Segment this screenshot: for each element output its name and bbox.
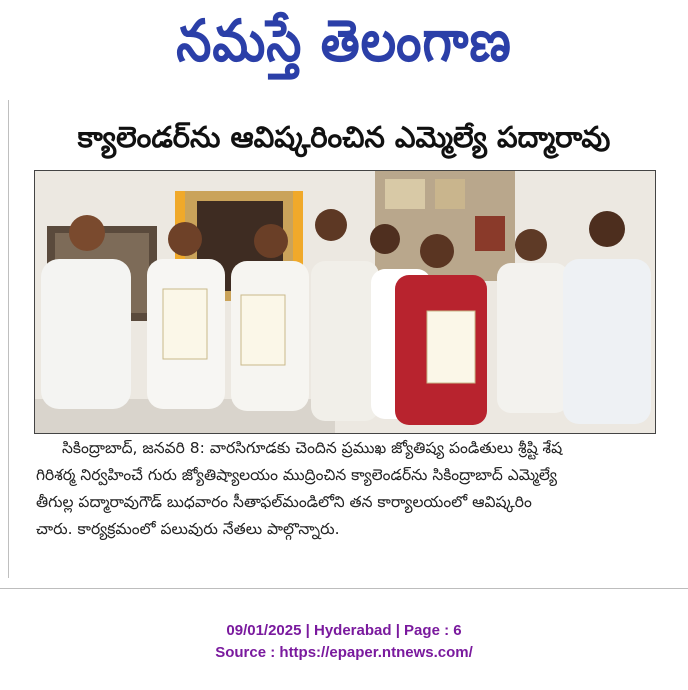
source-link[interactable]: Source : https://epaper.ntnews.com/ [215, 644, 473, 661]
article-body [36, 435, 656, 543]
article-line: తీగుల్ల పద్మారావుగౌడ్‌ బుధవారం సీతాఫల్‌మండిలోని తన కార్యాలయంలో ఆవిష్కరిం [36, 493, 532, 511]
publication-footer [0, 620, 688, 664]
newspaper-masthead [0, 2, 688, 80]
article-headline: క్యాలెండర్‌ను ఆవిష్కరించిన ఎమ్మెల్యే పద్మారావు [77, 120, 611, 154]
article-line: గిరిశర్మ నిర్వహించే గురు జ్యోతిష్యాలయం ముద్రించిన క్యాలెండర్‌ను సికింద్రాబాద్‌ ఎమ్మెల్యే [36, 466, 557, 484]
article-line: చారు. కార్యక్రమంలో పలువురు నేతలు పాల్గొన్నారు. [36, 520, 340, 538]
edition-info: 09/01/2025 | Hyderabad | Page : 6 [226, 622, 462, 639]
masthead-title: నమస్తే తెలంగాణ [176, 7, 512, 75]
clipping-divider [0, 588, 688, 589]
news-photo [34, 170, 656, 434]
article-line: సికింద్రాబాద్‌, జనవరి 8: వారసిగూడకు చెందిన ప్రముఖ జ్యోతిష్య పండితులు శ్రీష్టి శేష [62, 439, 563, 457]
